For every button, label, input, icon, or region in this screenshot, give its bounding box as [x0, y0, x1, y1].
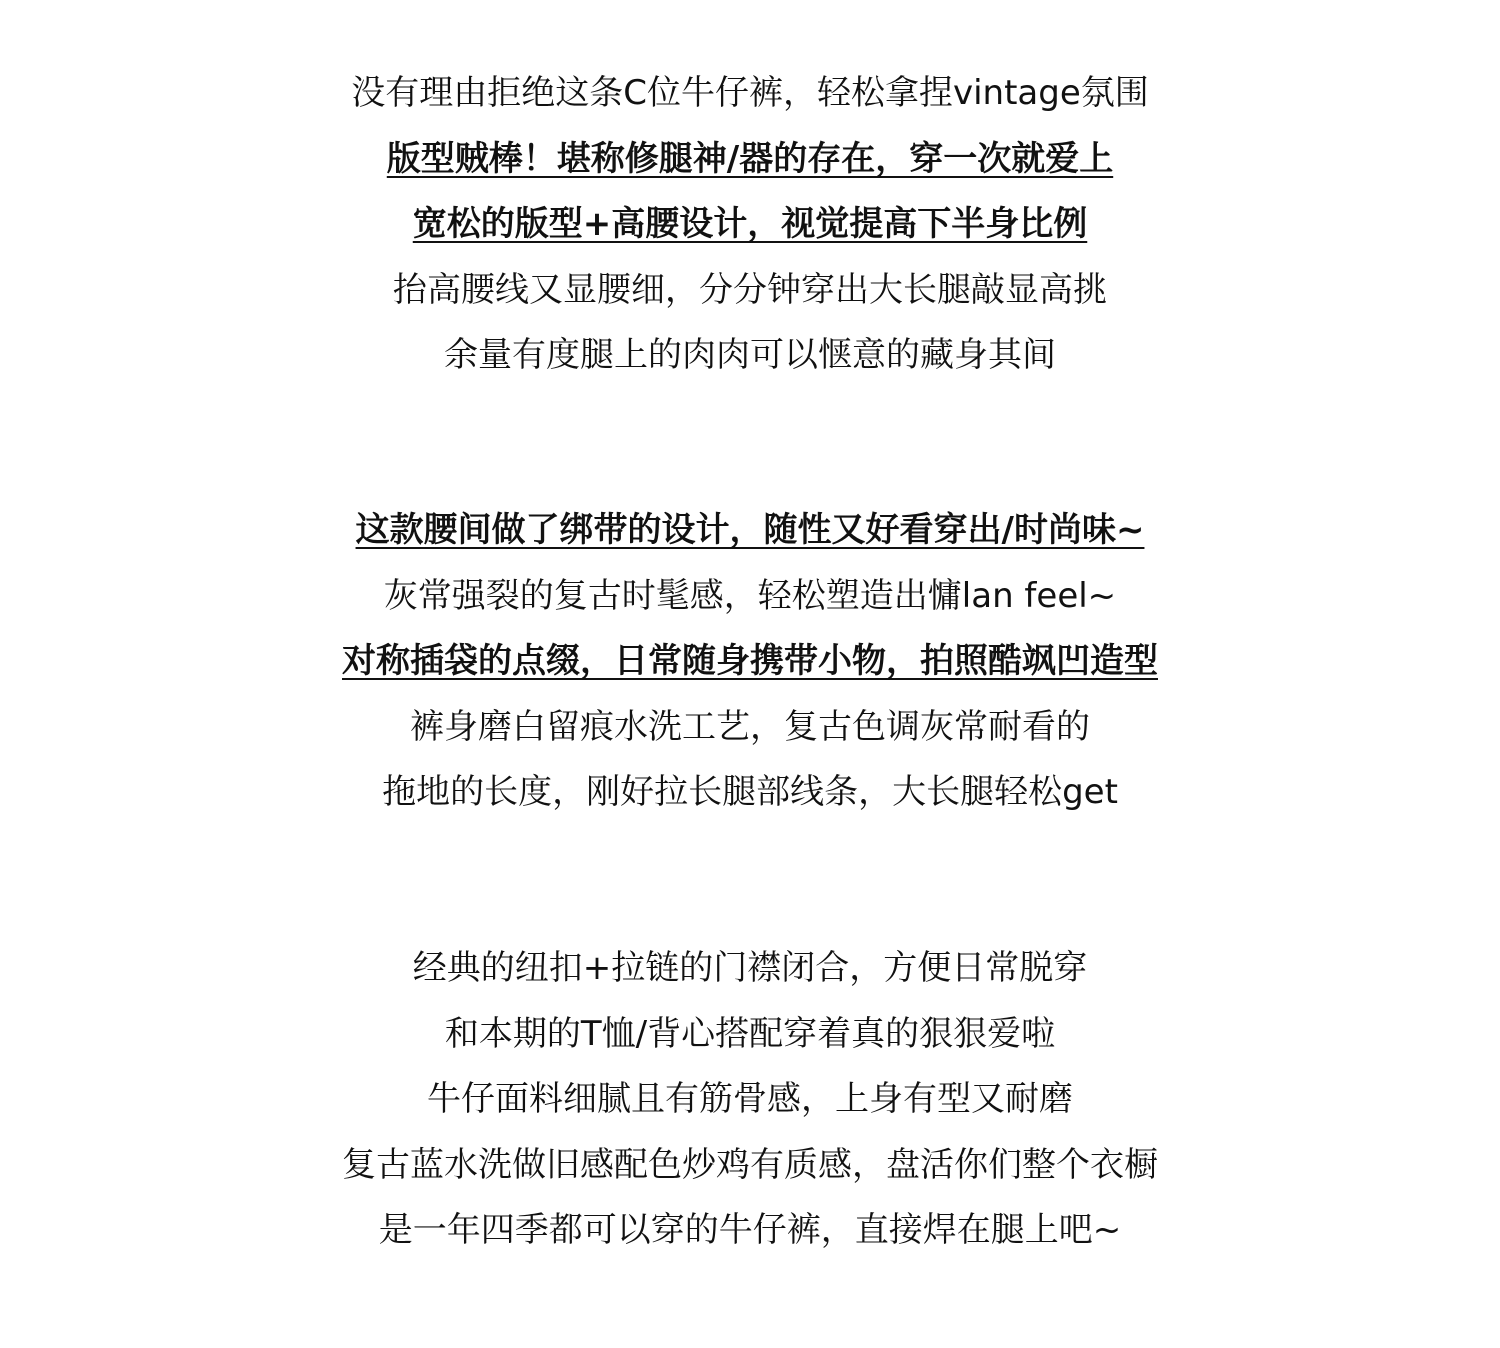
description-section-fabric — [0, 935, 1500, 1263]
description-line: 牛仔面料细腻且有筋骨感，上身有型又耐磨 — [427, 1079, 1073, 1120]
description-section-details — [0, 497, 1500, 825]
description-line: 和本期的T恤/背心搭配穿着真的狠狠爱啦 — [444, 1013, 1056, 1054]
description-line: 余量有度腿上的肉肉可以惬意的藏身其间 — [444, 335, 1056, 376]
description-line: 裤身磨白留痕水洗工艺，复古色调灰常耐看的 — [410, 706, 1090, 747]
description-line: 经典的纽扣+拉链的门襟闭合，方便日常脱穿 — [412, 948, 1088, 989]
description-line-highlight: 对称插袋的点缀，日常随身携带小物，拍照酷飒凹造型 — [342, 641, 1158, 682]
description-line: 复古蓝水洗做旧感配色炒鸡有质感，盘活你们整个衣橱 — [342, 1144, 1158, 1185]
description-section-fit — [0, 60, 1500, 388]
description-line: 抬高腰线又显腰细，分分钟穿出大长腿敲显高挑 — [393, 269, 1107, 310]
description-line: 没有理由拒绝这条C位牛仔裤，轻松拿捏vintage氛围 — [351, 73, 1149, 114]
description-line: 灰常强裂的复古时髦感，轻松塑造出慵lan feel~ — [383, 575, 1117, 616]
description-line-highlight: 这款腰间做了绑带的设计，随性又好看穿出/时尚味~ — [355, 510, 1145, 551]
description-line-highlight: 宽松的版型+高腰设计，视觉提高下半身比例 — [412, 204, 1088, 245]
description-line-highlight: 版型贼棒！堪称修腿神/器的存在，穿一次就爱上 — [386, 138, 1114, 179]
description-line: 是一年四季都可以穿的牛仔裤，直接焊在腿上吧~ — [378, 1210, 1122, 1251]
description-line: 拖地的长度，刚好拉长腿部线条，大长腿轻松get — [382, 772, 1118, 813]
